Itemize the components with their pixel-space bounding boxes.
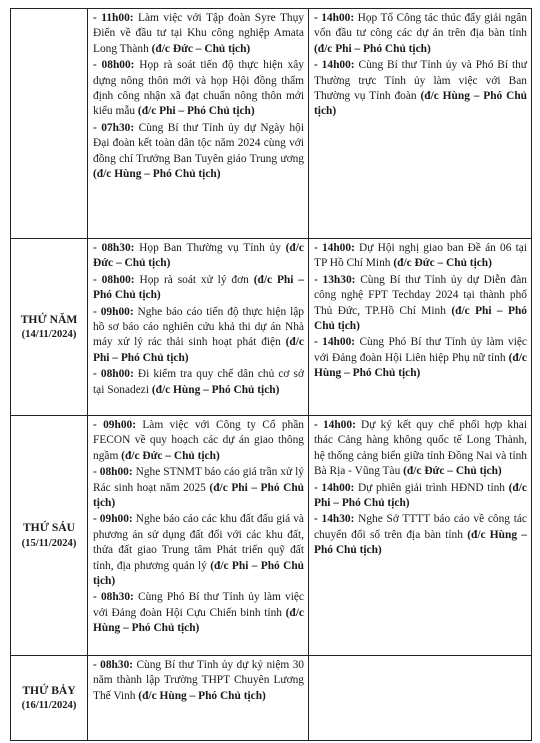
item-text: Họp rà soát xử lý đơn <box>134 273 254 286</box>
item-time: - 09h00: <box>93 419 137 431</box>
item-person: (đ/c Đức – Chủ tịch) <box>151 42 251 55</box>
item-time: - 09h00: <box>93 513 133 526</box>
schedule-row <box>11 416 532 656</box>
item-person: (đ/c Đức – Chủ tịch) <box>403 465 502 478</box>
schedule-row <box>11 9 532 239</box>
item-person: (đ/c Phi – Phó Chủ tịch) <box>93 336 304 364</box>
schedule-item <box>314 11 527 57</box>
morning-cell <box>88 239 309 416</box>
item-person: (đ/c Đức – Chủ tịch) <box>121 449 220 462</box>
item-text: Nghe báo cáo tiến độ thực hiện lập hồ sơ báo cáo nghiên cứu khả thi dự án Nhà máy xử lý rác thải sinh hoạt phát điện <box>93 305 304 349</box>
item-person: (đ/c Phi – Phó Chủ tịch) <box>93 559 305 588</box>
schedule-item <box>314 335 527 381</box>
schedule-item <box>93 418 304 464</box>
schedule-row <box>11 656 532 741</box>
schedule-item <box>93 512 304 589</box>
schedule-item <box>93 11 304 57</box>
item-time: - 14h00: <box>314 242 355 254</box>
schedule-item <box>314 481 527 512</box>
item-text: Cùng Bí thư Tỉnh ủy dự Diễn đàn công nghệ FPT Techday 2024 tại thành phố Thủ Đức, TP.Hồ Chí Minh <box>314 273 527 317</box>
morning-cell <box>88 416 309 656</box>
morning-cell <box>88 656 309 741</box>
item-time: - 14h00: <box>314 481 355 494</box>
item-text: Làm việc với Công ty Cổ phần FECON về quy hoạch các dự án giao thông ngầm <box>93 419 304 462</box>
item-text: Cùng Bí thư Tỉnh ủy dự kỷ niệm 30 năm thành lập Trường THPT Chuyên Lương Thế Vinh <box>93 659 304 702</box>
schedule-item <box>93 241 304 272</box>
schedule-item <box>93 121 304 183</box>
item-time: - 08h00: <box>93 273 135 286</box>
day-cell <box>11 9 88 239</box>
schedule-item <box>93 658 304 704</box>
item-person: (đ/c Phi – Phó Chủ tịch) <box>93 273 304 302</box>
item-text: Làm việc với Tập đoàn Syre Thụy Điển về đầu tư tại Khu công nghiệp Amata Long Thành <box>93 12 305 55</box>
schedule-item <box>93 305 304 367</box>
item-person: (đ/c Hùng – Phó Chủ tịch) <box>93 168 221 181</box>
schedule-row <box>11 239 532 416</box>
item-time: - 14h00: <box>314 59 355 72</box>
item-time: - 08h00: <box>93 368 134 381</box>
item-time: - 14h30: <box>314 513 355 526</box>
item-text: Cùng Bí thư Tỉnh ủy dự Ngày hội Đại đoàn kết toàn dân tộc năm 2024 cùng với đồng chí Trưởng Ban Tuyên giáo Trung ương <box>93 121 304 165</box>
schedule-item <box>314 241 527 272</box>
item-text: Nghe Sở TTTT báo cáo về công tác chuyển đổi số trên địa bàn tỉnh <box>314 513 527 541</box>
schedule-item <box>314 418 527 480</box>
item-time: - 13h30: <box>314 273 356 286</box>
item-time: - 08h00: <box>93 466 133 479</box>
item-person: (đ/c Hùng – Phó Chủ tịch) <box>151 383 280 396</box>
item-text: Cùng Phó Bí thư Tỉnh ủy làm việc với Đảng đoàn Hội Liên hiệp Phụ nữ tỉnh <box>314 336 527 364</box>
item-text: Dự ký kết quy chế phối hợp khai thác Cảng hàng không quốc tế Long Thành, hệ thống cảng biển giữa tỉnh Đồng Nai và tỉnh Bà Rịa - Vũng Tàu <box>314 419 527 478</box>
item-time: - 14h00: <box>314 12 355 24</box>
item-person: (đ/c Phi – Phó Chủ tịch) <box>137 105 255 118</box>
item-time: - 08h30: <box>93 591 134 604</box>
schedule-item <box>93 590 304 636</box>
item-person: (đ/c Hùng – Phó Chủ tịch) <box>314 90 527 118</box>
afternoon-cell <box>309 9 532 239</box>
item-text: Nghe báo cáo các khu đất đấu giá và phương án sử dụng đất đối với các khu đất, thửa đất giao Trung tâm Phát triển quỹ đất tỉnh, địa phương quản lý <box>93 513 304 572</box>
day-cell <box>11 239 88 416</box>
item-person: (đ/c Hùng – Phó Chủ tịch) <box>314 528 527 557</box>
item-text: Họp Ban Thường vụ Tỉnh ủy <box>134 242 286 254</box>
day-date: (15/11/2024) <box>21 537 77 549</box>
day-date: (14/11/2024) <box>21 329 77 340</box>
item-person: (đ/c Hùng – Phó Chủ tịch) <box>138 689 266 702</box>
item-text: Đi kiểm tra quy chế dân chủ cơ sở tại Sonadezi <box>93 368 304 396</box>
day-name: THỨ SÁU <box>22 521 76 535</box>
item-text: Nghe STNMT báo cáo giá trần xử lý Rác sinh hoạt năm 2025 <box>93 466 304 494</box>
item-time: - 08h30: <box>93 242 135 254</box>
schedule-item <box>314 273 527 335</box>
item-time: - 14h00: <box>314 336 356 349</box>
item-time: - 07h30: <box>93 121 135 134</box>
item-text: Cùng Phó Bí thư Tỉnh ủy làm việc với Đảng đoàn Hội Cựu Chiến binh tỉnh <box>93 591 304 619</box>
day-date: (16/11/2024) <box>21 700 77 711</box>
day-name: THỨ BẢY <box>22 683 76 697</box>
item-person: (đ/c Hùng – Phó Chủ tịch) <box>93 606 304 635</box>
afternoon-cell <box>309 416 532 656</box>
afternoon-cell <box>309 656 532 741</box>
item-time: - 08h00: <box>93 59 135 72</box>
item-time: - 09h00: <box>93 305 134 318</box>
schedule-item <box>93 367 304 398</box>
item-text: Họp Tổ Công tác thúc đẩy giải ngân vốn đầu tư công các dự án trên địa bàn tỉnh <box>314 12 527 40</box>
item-person: (đ/c Phi – Phó Chủ tịch) <box>93 481 304 510</box>
day-cell <box>11 416 88 656</box>
item-person: (đ/c Phi – Phó Chủ tịch) <box>314 481 527 510</box>
afternoon-cell <box>309 239 532 416</box>
schedule-item <box>314 58 527 120</box>
morning-cell <box>88 9 309 239</box>
item-person: (đ/c Hùng – Phó Chủ tịch) <box>314 351 527 380</box>
item-person: (đ/c Phi – Phó Chủ tịch) <box>314 42 431 55</box>
item-person: (đ/c Đức – Chủ tịch) <box>93 242 304 270</box>
item-person: (đ/c Phi – Phó Chủ tịch) <box>314 304 527 333</box>
schedule-table <box>10 8 532 741</box>
schedule-item <box>314 512 527 558</box>
item-text: Dự Hội nghị giao ban Đề án 06 tại TP Hồ Chí Minh <box>314 242 527 270</box>
schedule-item <box>93 58 304 120</box>
day-name: THỨ NĂM <box>20 312 78 326</box>
item-person: (đ/c Đức – Chủ tịch) <box>393 257 492 270</box>
item-text: Dự phiên giải trình HĐND tỉnh <box>354 481 509 494</box>
item-text: Họp rà soát tiến độ thực hiện xây dựng nông thôn mới và họp Hội đồng thẩm định công nhận xã đạt chuẩn nông thôn mới kiểu mẫu <box>93 59 304 118</box>
item-time: - 08h30: <box>93 659 134 671</box>
item-text: Cùng Bí thư Tỉnh ủy và Phó Bí thư Thường trực Tỉnh ủy làm việc với Ban Thường vụ Tỉnh đoàn <box>314 59 527 103</box>
schedule-item <box>93 465 304 511</box>
day-cell <box>11 656 88 741</box>
schedule-item <box>93 273 304 304</box>
item-time: - 11h00: <box>93 12 134 24</box>
item-time: - 14h00: <box>314 419 356 431</box>
